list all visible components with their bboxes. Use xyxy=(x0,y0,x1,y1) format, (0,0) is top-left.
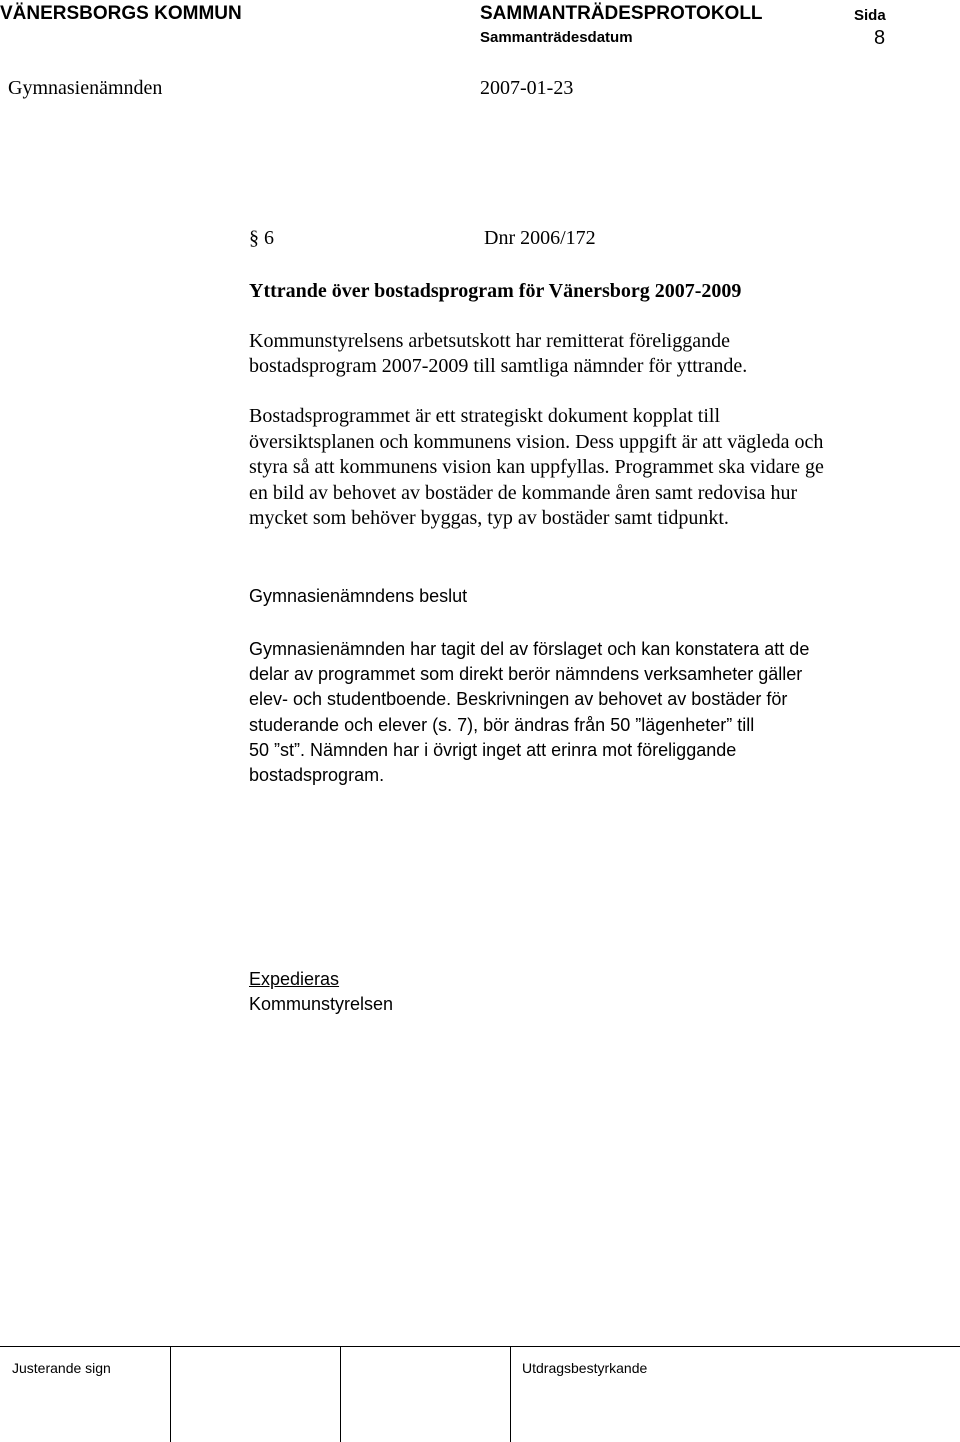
text-line: 50 ”st”. Nämnden har i övrigt inget att erinra mot föreliggande xyxy=(249,739,737,760)
section-title: Yttrande över bostadsprogram för Vänersborg 2007-2009 xyxy=(249,280,742,302)
page-number: 8 xyxy=(874,27,886,49)
text-line: delar av programmet som direkt berör nämndens verksamheter gäller xyxy=(249,664,803,685)
text-line: översiktsplanen och kommunens vision. Dess uppgift är att vägleda och xyxy=(249,430,824,453)
footer-column-divider xyxy=(170,1346,171,1442)
paragraph-number: § 6 xyxy=(249,227,274,249)
footer-column-divider xyxy=(510,1346,511,1442)
registration-number: Dnr 2006/172 xyxy=(484,227,596,249)
decision-paragraph xyxy=(249,637,809,788)
background-paragraph xyxy=(249,404,824,532)
text-line: bostadsprogram 2007-2009 till samtliga nämnder för yttrande. xyxy=(249,355,748,377)
extract-certification-label: Utdragsbestyrkande xyxy=(522,1360,648,1376)
meeting-date: 2007-01-23 xyxy=(480,77,574,99)
footer-divider xyxy=(0,1346,960,1347)
text-line: Gymnasienämnden har tagit del av förslaget och kan konstatera att de xyxy=(249,639,810,659)
decision-heading: Gymnasienämndens beslut xyxy=(249,586,468,606)
distribution-recipient: Kommunstyrelsen xyxy=(249,994,394,1014)
page-label: Sida xyxy=(854,7,886,24)
committee-name: Gymnasienämnden xyxy=(8,77,163,99)
text-line: en bild av behovet av bostäder de kommande åren samt redovisa hur xyxy=(249,481,798,504)
meeting-date-label: Sammanträdesdatum xyxy=(480,29,633,46)
text-line: mycket som behöver byggas, typ av bostäder samt tidpunkt. xyxy=(249,507,729,529)
text-line: studerande och elever (s. 7), bör ändras från 50 ”lägenheter” till xyxy=(249,714,755,735)
text-line: bostadsprogram. xyxy=(249,765,385,786)
text-line: Kommunstyrelsens arbetsutskott har remitterat föreliggande xyxy=(249,330,730,352)
text-line: Bostadsprogrammet är ett strategiskt dokument kopplat till xyxy=(249,405,721,427)
distribution-label: Expedieras xyxy=(249,969,340,989)
municipality-name: VÄNERSBORGS KOMMUN xyxy=(0,3,242,24)
text-line: styra så att kommunens vision kan uppfyllas. Programmet ska vidare ge xyxy=(249,456,824,478)
adjuster-signature-label: Justerande sign xyxy=(12,1360,111,1376)
intro-paragraph xyxy=(249,329,747,379)
footer-column-divider xyxy=(340,1346,341,1442)
text-line: elev- och studentboende. Beskrivningen av behovet av bostäder för xyxy=(249,689,788,710)
document-type: SAMMANTRÄDESPROTOKOLL xyxy=(480,3,763,24)
